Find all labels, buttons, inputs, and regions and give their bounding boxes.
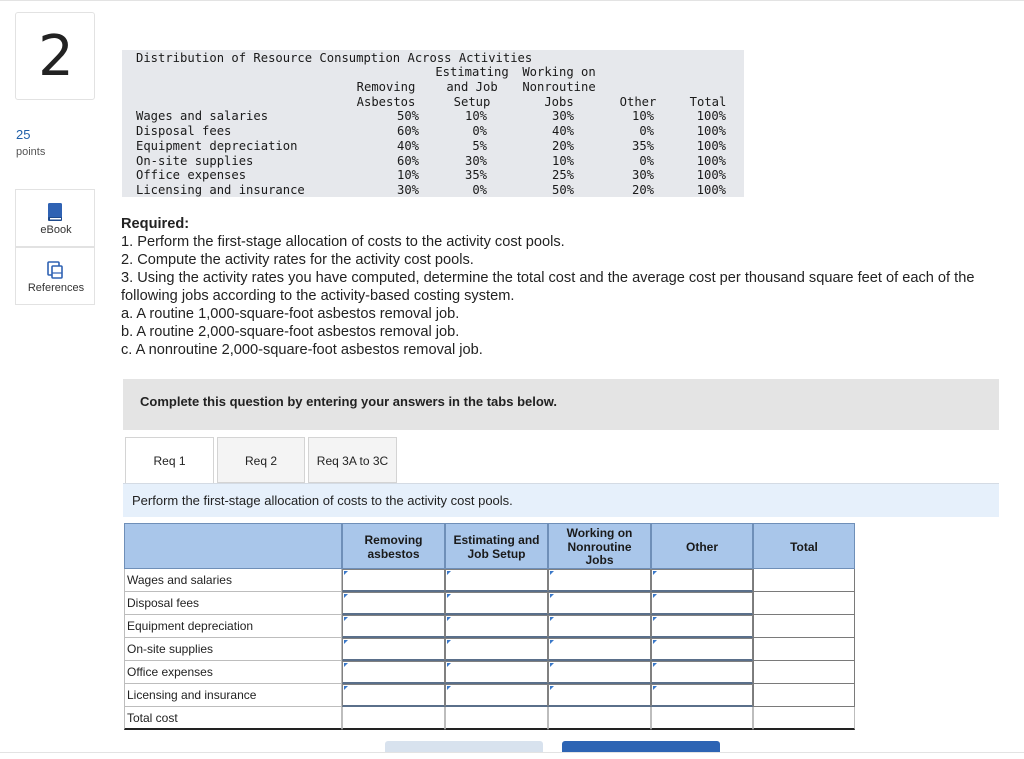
dist-cell: 50% [551,182,574,197]
dist-cell: 0% [639,153,654,168]
dist-cell: 20% [631,182,654,197]
instructions-banner [123,379,999,430]
dist-cell: 100% [696,153,726,168]
input-marker-icon [550,571,554,575]
input-marker-icon [447,640,451,644]
task-description-bar [123,483,999,517]
dist-col-working-line3: Jobs [544,94,574,109]
required-item-3: 3. Using the activity rates you have computed, determine the total cost and the average cost per thousand square feet of each of the following jobs according to the activity-based costing system. [121,270,975,304]
dist-row-label: On-site supplies [136,153,254,168]
required-item-2: 2. Compute the activity rates for the activity cost pools. [121,252,474,268]
ebook-button[interactable] [15,189,95,247]
answer-input-cell[interactable] [548,684,651,707]
input-marker-icon [653,571,657,575]
total-cost-cell [651,707,753,730]
answer-input-cell[interactable] [651,592,753,615]
dist-cell: 30% [551,109,574,124]
header-line: Working on [566,526,633,540]
answer-row-label: Licensing and insurance [124,684,342,707]
dist-cell: 30% [396,182,419,197]
dist-cell: 100% [696,109,726,124]
answer-input-cell[interactable] [342,569,445,592]
answer-input-cell[interactable] [445,615,548,638]
dist-cell: 50% [396,109,419,124]
dist-cell: 5% [472,138,487,153]
bottom-divider [0,752,1024,753]
answer-input-cell[interactable] [445,661,548,684]
header-line: Jobs [585,553,614,567]
points-value: 25 [16,127,31,142]
answer-input-cell[interactable] [445,592,548,615]
dist-col-working-line2: Nonroutine [522,80,596,94]
input-marker-icon [344,571,348,575]
dist-col-total: Total [689,94,727,109]
total-cost-cell [342,707,445,730]
header-line: Job Setup [467,546,526,561]
dist-col-estimating-line2: and Job [446,80,498,94]
answer-row-label: Wages and salaries [124,569,342,592]
input-marker-icon [653,640,657,644]
input-marker-icon [550,640,554,644]
input-marker-icon [344,617,348,621]
dist-cell: 40% [396,138,419,153]
instructions-text: Complete this question by entering your answers in the tabs below. [140,394,558,409]
answer-header-estimating [445,523,548,569]
dist-cell: 10% [631,109,654,124]
answer-input-cell[interactable] [548,592,651,615]
dist-cell: 0% [472,182,487,197]
answer-header-working [548,523,651,569]
answer-input-cell[interactable] [548,569,651,592]
input-marker-icon [653,617,657,621]
dist-cell: 100% [696,138,726,153]
dist-row-label: Licensing and insurance [136,182,305,197]
references-button[interactable] [15,247,95,305]
required-item-3c: c. A nonroutine 2,000-square-foot asbestos removal job. [121,342,483,358]
required-item-3b: b. A routine 2,000-square-foot asbestos removal job. [121,324,460,340]
input-marker-icon [550,617,554,621]
answer-total-cell [753,638,855,661]
answer-header-other [651,523,753,569]
dist-col-working-line1: Working on [522,65,596,80]
input-marker-icon [653,663,657,667]
required-heading: Required: [121,216,190,232]
answer-input-cell[interactable] [548,615,651,638]
answer-header-blank [124,523,342,569]
required-item-1: 1. Perform the first-stage allocation of costs to the activity cost pools. [121,234,565,250]
tab-req-2[interactable]: Req 2 [217,437,305,483]
dist-col-removing-line2: Asbestos [356,94,416,109]
task-description: Perform the first-stage allocation of costs to the activity cost pools. [132,493,513,508]
answer-input-cell[interactable] [651,684,753,707]
input-marker-icon [344,663,348,667]
answer-header-removing [342,523,445,569]
dist-cell: 30% [631,168,654,183]
dist-cell: 10% [551,153,574,168]
dist-cell: 35% [464,168,487,183]
dist-col-estimating-line1: Estimating [435,65,509,80]
input-marker-icon [550,594,554,598]
dist-row-label: Wages and salaries [136,109,269,124]
dist-cell: 60% [396,153,419,168]
answer-row-label: On-site supplies [124,638,342,661]
answer-input-cell[interactable] [342,592,445,615]
dist-cell: 0% [639,124,654,139]
input-marker-icon [447,617,451,621]
dist-col-estimating-line3: Setup [453,94,491,109]
answer-header-total [753,523,855,569]
header-line: Total [790,539,818,554]
header-line: Other [685,539,718,554]
question-number: 2 [38,24,74,89]
references-label: References [27,282,85,294]
input-marker-icon [447,594,451,598]
answer-input-cell[interactable] [342,684,445,707]
answer-input-cell[interactable] [548,638,651,661]
answer-total-cell [753,684,855,707]
total-cost-cell [445,707,548,730]
answer-input-cell[interactable] [445,569,548,592]
dist-cell: 25% [551,168,574,183]
answer-input-cell[interactable] [651,661,753,684]
points-label: points [16,146,46,158]
total-cost-cell [753,707,855,730]
dist-cell: 35% [631,138,654,153]
dist-cell: 100% [696,168,726,183]
required-item-3a: a. A routine 1,000-square-foot asbestos removal job. [121,306,460,322]
dist-cell: 0% [472,124,487,139]
header-line: asbestos [367,546,420,561]
dist-row-label: Office expenses [136,168,247,183]
total-cost-cell [548,707,651,730]
required-section [121,215,1016,359]
header-line: Estimating and [453,533,540,547]
dist-cell: 10% [464,109,487,124]
tab-req-1[interactable]: Req 1 [125,437,214,484]
dist-col-removing-line1: Removing [356,80,416,94]
answer-input-cell[interactable] [651,615,753,638]
answer-row-label: Disposal fees [124,592,342,615]
answer-input-cell[interactable] [445,684,548,707]
answer-total-cell [753,592,855,615]
dist-row-label: Equipment depreciation [136,138,298,153]
dist-row-label: Disposal fees [136,124,232,139]
tab-req-3a-to-3c[interactable]: Req 3A to 3C [308,437,397,483]
answer-total-cell [753,615,855,638]
answer-input-cell[interactable] [342,661,445,684]
dist-col-other: Other [619,94,657,109]
answer-row-label: Office expenses [124,661,342,684]
input-marker-icon [550,686,554,690]
input-marker-icon [344,686,348,690]
answer-row-label: Equipment depreciation [124,615,342,638]
dist-cell: 100% [696,124,726,139]
dist-cell: 20% [551,138,574,153]
answer-row-label-total: Total cost [124,707,342,730]
answer-total-cell [753,569,855,592]
question-number-card [15,12,95,100]
dist-cell: 40% [551,124,574,139]
answer-total-cell [753,661,855,684]
answer-input-cell[interactable] [445,638,548,661]
answer-input-cell[interactable] [342,638,445,661]
top-divider [0,0,1024,1]
header-line: Nonroutine [567,539,632,554]
dist-cell: 60% [396,124,419,139]
input-marker-icon [447,686,451,690]
dist-cell: 100% [696,182,726,197]
input-marker-icon [344,640,348,644]
input-marker-icon [550,663,554,667]
distribution-table [122,50,744,197]
dist-cell: 30% [464,153,487,168]
ebook-label: eBook [40,224,72,236]
distribution-title: Distribution of Resource Consumption Across Activities [136,51,533,65]
input-marker-icon [344,594,348,598]
answer-input-cell[interactable] [342,615,445,638]
answer-input-cell[interactable] [651,638,753,661]
documents-icon [46,260,64,280]
header-line: Removing [364,533,423,547]
book-icon [46,202,64,222]
input-marker-icon [447,571,451,575]
answer-input-cell[interactable] [651,569,753,592]
dist-cell: 10% [396,168,419,183]
answer-input-cell[interactable] [548,661,651,684]
input-marker-icon [447,663,451,667]
input-marker-icon [653,686,657,690]
input-marker-icon [653,594,657,598]
